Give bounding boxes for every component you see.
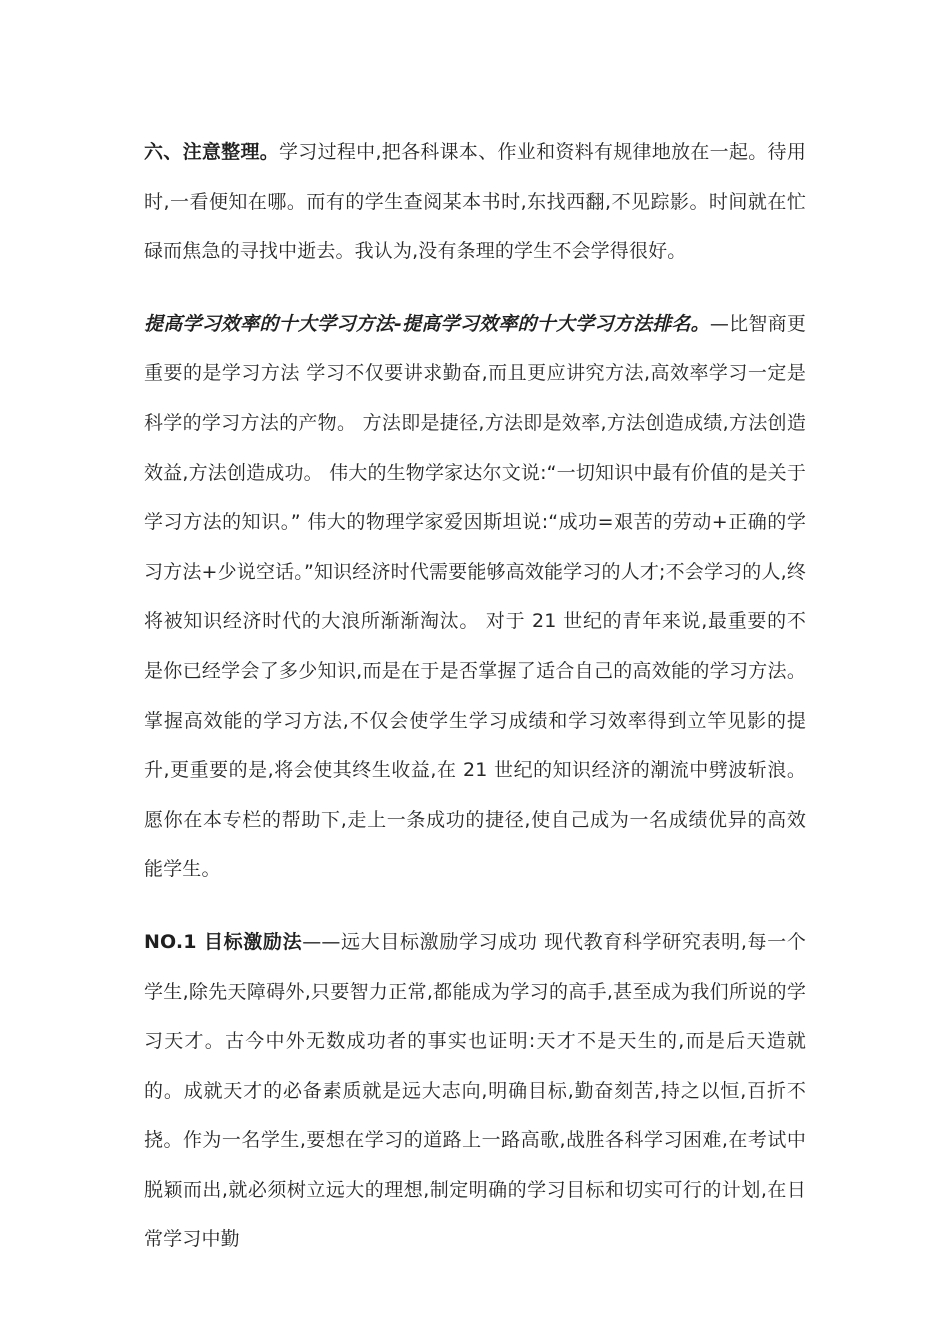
paragraph-goal-motivation [144,918,806,1265]
paragraph-heading: 六、注意整理。 [144,141,280,163]
paragraph-heading: NO.1 目标激励法 [144,930,303,953]
paragraph-organize [144,128,806,277]
document-body [144,128,806,1265]
paragraph-text: —比智商更重要的是学习方法 学习不仅要讲求勤奋,而且更应讲究方法,高效率学习一定是科学的学习方法的产物。 方法即是捷径,方法即是效率,方法创造成绩,方法创造效益,方法创造成功。 伟大的生物学家达尔文说:“一切知识中最有价值的是关于学习方法的知识。” 伟大的物理学家爱因斯坦说:“成功=艰苦的劳动+正确的学习方法+少说空话。”知识经济时代需要能够高效能学习的人才;不会学习的人,终将被知识经济时代的大浪所渐渐淘汰。 对于 21 世纪的青年来说,最重要的不是你已经学会了多少知识,而是在于是否掌握了适合自己的高效能的学习方法。 掌握高效能的学习方法,不仅会使学生学习成绩和学习效率得到立竿见影的提升,更重要的是,将会使其终生收益,在 21 世纪的知识经济的潮流中劈波斩浪。 愿你在本专栏的帮助下,走上一条成功的捷径,使自己成为一名成绩优异的高效能学生。 [144,312,806,881]
paragraph-heading: 提高学习效率的十大学习方法-提高学习效率的十大学习方法排名。 [144,312,710,335]
paragraph-study-methods [144,300,806,895]
paragraph-text: 学习过程中,把各科课本、作业和资料有规律地放在一起。待用时,一看便知在哪。而有的学生查阅某本书时,东找西翻,不见踪影。时间就在忙碌而焦急的寻找中逝去。我认为,没有条理的学生不会学得很好。 [144,141,806,263]
paragraph-text: ——远大目标激励学习成功 现代教育科学研究表明,每一个学生,除先天障碍外,只要智力正常,都能成为学习的高手,甚至成为我们所说的学习天才。古今中外无数成功者的事实也证明:天才不是天生的,而是后天造就的。成就天才的必备素质就是远大志向,明确目标,勤奋刻苦,持之以恒,百折不挠。作为一名学生,要想在学习的道路上一路高歌,战胜各科学习困难,在考试中脱颖而出,就必须树立远大的理想,制定明确的学习目标和切实可行的计划,在日常学习中勤 [144,930,806,1251]
